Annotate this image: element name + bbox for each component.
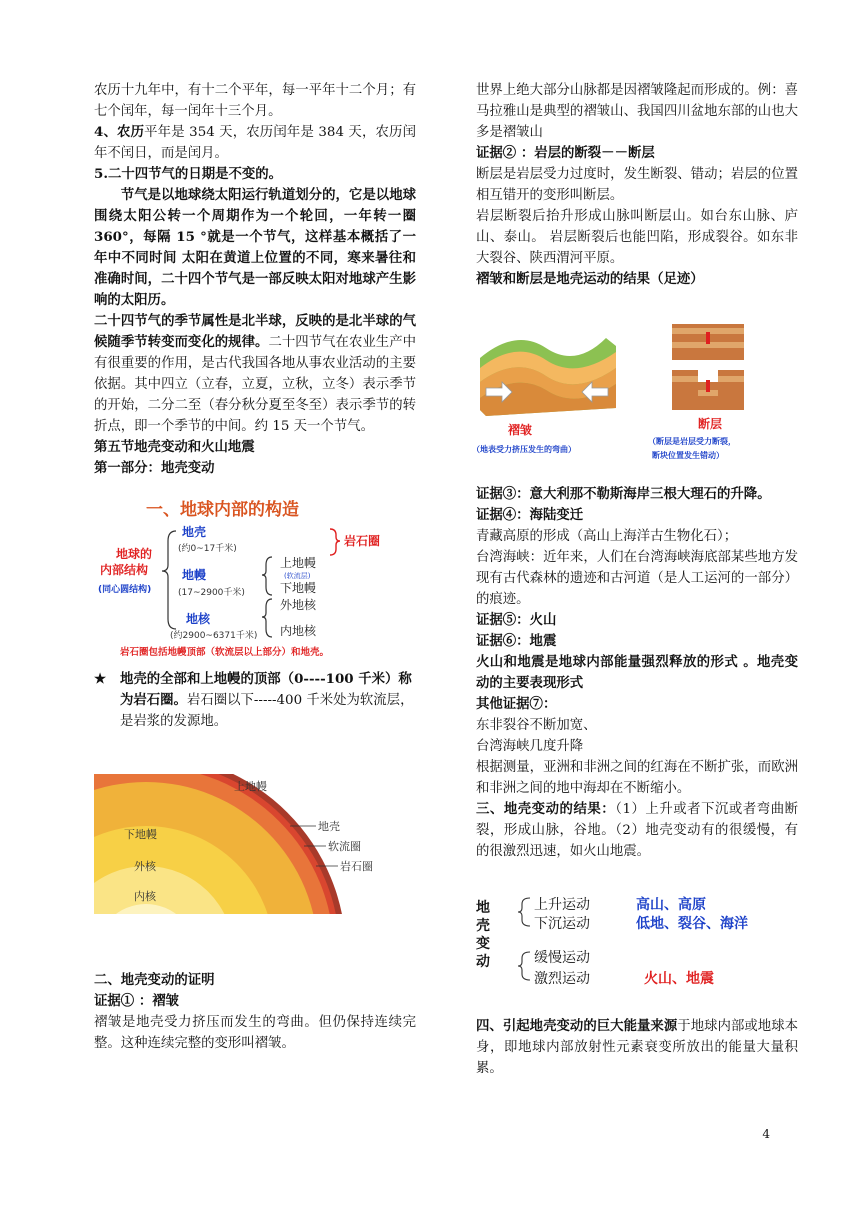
- core-brace: [262, 599, 272, 637]
- core-range: (约2900~6371千米): [170, 631, 258, 641]
- main-brace: [162, 531, 176, 629]
- violent-result: 火山、地震: [644, 971, 714, 987]
- text-paragraph: [94, 311, 416, 437]
- bold-text: 四、引起地壳变动的巨大能量来源: [476, 1018, 678, 1034]
- root-label-1: 地: [476, 900, 490, 916]
- bold-paragraph: 节气是以地球绕太阳运行轨道划分的，它是以地球围绕太阳公转一个周期作为一个轮回，一年转一圈 360°，每隔 15 °就是一个节气，这样基本概括了一年中不同时间 太阳在黄道上位置的不同，寒来暑往和准确时间，二十四个节气是一部反映太阳对地球产生影响的太阳历。: [94, 187, 416, 308]
- paragraph-text: 平年是 354 天，农历闰年是 384 天，农历闰年不闰日，而是闰月。: [94, 125, 416, 161]
- lithosphere-brace: [330, 529, 340, 555]
- fault-layer: [718, 376, 744, 382]
- up-result: 高山、高原: [636, 897, 706, 913]
- paragraph-text: 二十四节气在农业生产中有很重要的作用，是古代我国各地从事农业活动的主要依据。其中四立（立春，立夏，立秋，立冬）表示季节的开始，二分二至（春分秋分夏至冬至）表示季节的转折点，即一个季节的中间。约 15 天一个节气。: [94, 335, 417, 434]
- left-column: [94, 80, 416, 1054]
- text-paragraph: 农历十九年中，有十二个平年，每一平年十二个月；有七个闰年，每一闰年十三个月。: [94, 83, 416, 119]
- fold-fault-svg: [476, 318, 806, 468]
- evidence-heading: 证据③：意大利那不勒斯海岸三根大理石的升降。: [476, 486, 771, 502]
- bold-text: 三、地壳变动的结果：: [476, 801, 616, 817]
- section-heading: 5.二十四节气的日期是不变的。: [94, 166, 283, 182]
- text-paragraph: 根据测量，亚洲和非洲之间的红海在不断扩张，而欧洲和非洲之间的地中海却在不断缩小。: [476, 760, 798, 796]
- text-paragraph: [94, 122, 416, 164]
- structure-label-1: 地球的: [116, 547, 153, 561]
- evidence-heading: 证据① ：褶皱: [94, 993, 180, 1009]
- text-paragraph: 台湾海峡：近年来，人们在台湾海峡海底部某些地方发现有古代森林的遗迹和古河道（是人工运河的一部分）的痕迹。: [476, 550, 798, 607]
- upper-brace: [518, 898, 530, 926]
- fault-label: 断层: [698, 417, 723, 431]
- down-movement: 下沉运动: [534, 916, 590, 932]
- evidence-heading: 其他证据⑦：: [476, 696, 557, 712]
- lithosphere-label: 岩石圈: [344, 534, 381, 548]
- outer-core-label: 外地核: [280, 598, 317, 612]
- inner-core-label: 内核: [134, 890, 156, 903]
- text-paragraph: 东非裂谷不断加宽、: [476, 718, 597, 733]
- inner-core-label: 内地核: [280, 624, 317, 638]
- root-label-4: 动: [476, 954, 490, 970]
- bold-paragraph: 褶皱和断层是地壳运动的结果（足迹）: [476, 271, 704, 287]
- bold-label: 4、农历: [94, 124, 145, 140]
- mantle-label: 地幔: [182, 568, 207, 582]
- earth-layers-diagram: [94, 774, 416, 914]
- page-number: 4: [762, 1127, 770, 1141]
- outer-core-label: 外核: [134, 860, 156, 873]
- paragraph-text: （1）上升或者下沉或者弯曲断裂，形成山脉，谷地。（2）地壳变动有的很缓慢，有的很激烈迅速，如火山地震。: [476, 802, 799, 859]
- up-movement: 上升运动: [534, 897, 590, 913]
- concentric-label: (同心圆结构): [98, 585, 152, 595]
- fault-layer: [672, 376, 698, 382]
- text-paragraph: [476, 799, 798, 862]
- lithosphere-note: 岩石圈包括地幔顶部（软流层以上部分）和地壳。: [120, 647, 330, 658]
- right-column: [476, 80, 798, 1079]
- force-arrow-icon: [706, 380, 710, 392]
- fold-illustration: [480, 338, 616, 416]
- down-result: 低地、裂谷、海洋: [636, 916, 748, 932]
- root-label-2: 壳: [476, 918, 490, 934]
- slow-movement: 缓慢运动: [534, 950, 590, 966]
- bold-text: 二十四节气的季节属性是北半球，反映的是北半球的气候随季节转变而变化的规律。: [94, 313, 416, 350]
- fault-caption-line1: （断层是岩层受力断裂，: [648, 437, 736, 446]
- text-paragraph: 台湾海峡几度升降: [476, 739, 584, 754]
- text-paragraph: 褶皱是地壳受力挤压而发生的弯曲。但仍保持连续完整。这种连续完整的变形叫褶皱。: [94, 1015, 416, 1051]
- force-arrow-icon: [706, 332, 710, 344]
- evidence-heading: 证据④：海陆变迁: [476, 507, 584, 523]
- evidence-heading: 证据② ：岩层的断裂－－断层: [476, 145, 655, 161]
- diagram-title: 一、地球内部的构造: [146, 500, 299, 520]
- root-label-3: 变: [476, 936, 490, 952]
- star-icon: ★: [94, 671, 107, 687]
- text-paragraph: 青藏高原的形成（高山上海洋古生物化石）；: [476, 529, 738, 544]
- earth-structure-diagram: [94, 491, 416, 661]
- text-paragraph: 世界上绝大部分山脉都是因褶皱隆起而形成的。例：喜马拉雅山是典型的褶皱山、我国四川盆地东部的山也大多是褶皱山: [476, 83, 798, 140]
- asthenosphere-label: (软流层): [284, 572, 311, 580]
- lithosphere-label: 岩石圈: [340, 860, 373, 873]
- lower-mantle-label: 下地幔: [124, 828, 157, 841]
- crustal-movement-diagram: [476, 888, 798, 988]
- violent-movement: 激烈运动: [534, 971, 590, 987]
- bold-paragraph: 火山和地震是地球内部能量强烈释放的形式 。地壳变动的主要表现形式: [476, 654, 798, 691]
- section-heading: 二、地壳变动的证明: [94, 972, 215, 988]
- evidence-heading: 证据⑤：火山: [476, 612, 557, 628]
- section-heading: 第一部分：地壳变动: [94, 460, 215, 476]
- evidence-heading: 证据⑥：地震: [476, 633, 557, 649]
- text-paragraph: [476, 1016, 798, 1079]
- mantle-brace: [262, 557, 272, 595]
- lower-brace: [518, 952, 530, 980]
- fault-caption-line2: 断块位置发生错动）: [652, 451, 724, 460]
- crustal-movement-svg: [476, 888, 798, 988]
- paragraph-text: 岩石圈以下-----400 千米处为软流层，是岩浆的发源地。: [120, 693, 414, 729]
- core-label: 地核: [186, 612, 211, 626]
- lithosphere-definition: [94, 669, 416, 732]
- crust-label: 地壳: [318, 820, 340, 833]
- text-paragraph: 岩层断裂后抬升形成山脉叫断层山。如台东山脉、庐山、泰山。 岩层断裂后也能凹陷，形成裂谷。如东非大裂谷、陕西渭河平原。: [476, 209, 798, 266]
- mantle-range: (17~2900千米): [178, 588, 245, 598]
- upper-mantle-label: 上地幔: [234, 780, 267, 793]
- fold-caption: （地表受力挤压发生的弯曲）: [476, 445, 576, 454]
- text-paragraph: 断层是岩层受力过度时，发生断裂、错动；岩层的位置相互错开的变形叫断层。: [476, 167, 798, 203]
- structure-label-2: 内部结构: [100, 563, 149, 577]
- bold-text: 地壳的全部和上地幔的顶部（0----100 千米）称为岩石圈。: [120, 671, 412, 708]
- asthenosphere-label: 软流圈: [328, 840, 361, 853]
- lower-mantle-label: 下地幔: [280, 581, 317, 595]
- earth-structure-svg: [94, 491, 416, 661]
- crust-label: 地壳: [182, 525, 207, 539]
- crust-range: (约0~17千米): [178, 544, 237, 554]
- section-heading: 第五节地壳变动和火山地震: [94, 439, 255, 455]
- fold-fault-figure: [476, 318, 798, 468]
- fault-illustration: [672, 324, 744, 410]
- paragraph-text: 于地球内部或地球本身，即地球内部放射性元素衰变所放出的能量大量积累。: [476, 1019, 799, 1076]
- earth-layers-svg: [94, 774, 384, 914]
- fold-label: 褶皱: [508, 423, 533, 437]
- upper-mantle-label: 上地幔: [280, 556, 317, 570]
